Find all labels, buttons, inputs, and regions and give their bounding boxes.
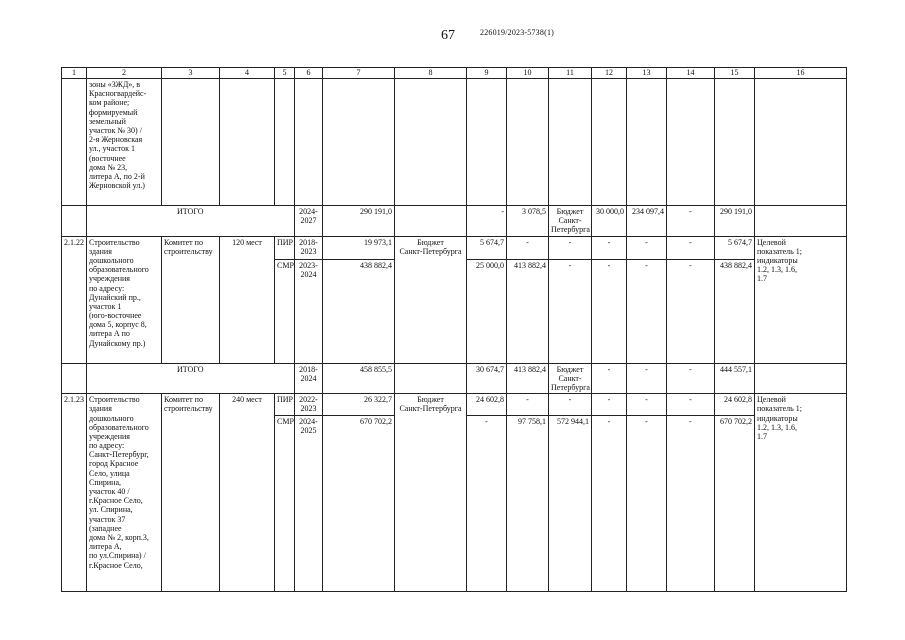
cell-value: 30 674,7 [467, 363, 507, 394]
years: 2024- 2025 [295, 416, 323, 592]
cell-value: - [627, 363, 667, 394]
years: 2018- 2023 [295, 236, 323, 259]
col-header: 3 [162, 68, 220, 79]
cell-value: - [467, 206, 507, 237]
customer: Комитет по строительству [162, 236, 220, 363]
total-amount: 19 973,1 [323, 236, 395, 259]
indicators: Целевой показатель 1; индикаторы 1.2, 1.3, 1.6, 1.7 [755, 236, 847, 363]
cell-value: - [549, 394, 592, 416]
cell-value: - [467, 416, 507, 592]
budget-source: Бюджет Санкт-Петербурга [395, 394, 467, 592]
cell-value: 438 882,4 [715, 259, 755, 363]
cell-value: - [667, 259, 715, 363]
total-amount: 438 882,4 [323, 259, 395, 363]
cell-value: 234 097,4 [627, 206, 667, 237]
item-number: 2.1.22 [62, 236, 87, 363]
cell-value: 24 602,8 [467, 394, 507, 416]
col-header: 1 [62, 68, 87, 79]
cell-value: - [627, 259, 667, 363]
cell-value: - [507, 394, 549, 416]
col-header: 4 [220, 68, 275, 79]
cell-value: 25 000,0 [467, 259, 507, 363]
capacity: 240 мест [220, 394, 275, 592]
cell-value: Бюджет Санкт- Петербурга [549, 363, 592, 394]
capacity: 120 мест [220, 236, 275, 363]
column-number-row [62, 68, 847, 79]
cell-value: - [592, 236, 627, 259]
cell-value: 5 674,7 [467, 236, 507, 259]
col-header: 16 [755, 68, 847, 79]
page-number: 67 [441, 28, 455, 43]
cell-value: - [549, 259, 592, 363]
cell-value: 670 702,2 [715, 416, 755, 592]
cell-value: - [667, 236, 715, 259]
total-amount: 458 855,5 [323, 363, 395, 394]
cell-value: - [627, 394, 667, 416]
col-header: 10 [507, 68, 549, 79]
cell-value: - [667, 206, 715, 237]
cell-value: 5 674,7 [715, 236, 755, 259]
col-header: 11 [549, 68, 592, 79]
table-row [62, 394, 847, 416]
cell-value: - [592, 259, 627, 363]
cell-value: 290 191,0 [715, 206, 755, 237]
cell-value: 97 758,1 [507, 416, 549, 592]
total-years: 2024- 2027 [295, 206, 323, 237]
budget-source: Бюджет Санкт-Петербурга [395, 236, 467, 363]
cell-value: - [549, 236, 592, 259]
total-label: ИТОГО [87, 363, 295, 394]
cell-value: - [627, 416, 667, 592]
stage: ПИР [275, 394, 295, 416]
col-header: 7 [323, 68, 395, 79]
object-description: Строительство здания дошкольного образовательного учреждения по адресу: Санкт-Петербург, город Красное Село, улица Спирина, участок 40 / г.Красное Село, ул. Спирина, участок 37 (западнее дома № 2, корп.3, литера А, по ул.Спирина) / г.Красное Село, [87, 394, 162, 592]
cell-value: 3 078,5 [507, 206, 549, 237]
cell-value: - [592, 363, 627, 394]
stage: ПИР [275, 236, 295, 259]
total-years: 2018- 2024 [295, 363, 323, 394]
col-header: 12 [592, 68, 627, 79]
cell-value: 24 602,8 [715, 394, 755, 416]
cell-value: - [592, 394, 627, 416]
col-header: 15 [715, 68, 755, 79]
col-header: 2 [87, 68, 162, 79]
stage: СМР [275, 416, 295, 592]
total-label: ИТОГО [87, 206, 295, 237]
total-row [62, 363, 847, 394]
object-description: зоны «ЗЖД», в Красногвардейс- ком районе; формируемый земельный участок № 30) / 2-я Жерновская ул., участок 1 (восточнее дома № 23, литера А, по 2-й Жерновской ул.) [87, 79, 162, 206]
total-row [62, 206, 847, 237]
program-table [61, 67, 847, 592]
cell-value: 572 944,1 [549, 416, 592, 592]
document-code: 226019/2023-5738(1) [480, 28, 555, 37]
years: 2023- 2024 [295, 259, 323, 363]
cell-value: Бюджет Санкт- Петербурга [549, 206, 592, 237]
col-header: 6 [295, 68, 323, 79]
total-amount: 26 322,7 [323, 394, 395, 416]
item-number: 2.1.23 [62, 394, 87, 592]
cell-value: - [627, 236, 667, 259]
total-amount: 670 702,2 [323, 416, 395, 592]
cell-value: - [667, 394, 715, 416]
col-header: 13 [627, 68, 667, 79]
stage: СМР [275, 259, 295, 363]
col-header: 14 [667, 68, 715, 79]
cell-value: 30 000,0 [592, 206, 627, 237]
cell-value: - [667, 416, 715, 592]
cell-value: - [592, 416, 627, 592]
years: 2022- 2023 [295, 394, 323, 416]
col-header: 9 [467, 68, 507, 79]
cell-value: - [507, 236, 549, 259]
cell-value: 413 882,4 [507, 363, 549, 394]
cell-value: - [667, 363, 715, 394]
indicators: Целевой показатель 1; индикаторы 1.2, 1.3, 1.6, 1.7 [755, 394, 847, 592]
col-header: 8 [395, 68, 467, 79]
object-description: Строительство здания дошкольного образовательного учреждения по адресу: Дунайский пр., участок 1 (юго-восточнее дома 5, корпус 8, литера А по Дунайскому пр.) [87, 236, 162, 363]
customer: Комитет по строительству [162, 394, 220, 592]
table-row [62, 236, 847, 259]
cell-value: 444 557,1 [715, 363, 755, 394]
table-row [62, 79, 847, 206]
col-header: 5 [275, 68, 295, 79]
total-amount: 290 191,0 [323, 206, 395, 237]
cell-value: 413 882,4 [507, 259, 549, 363]
